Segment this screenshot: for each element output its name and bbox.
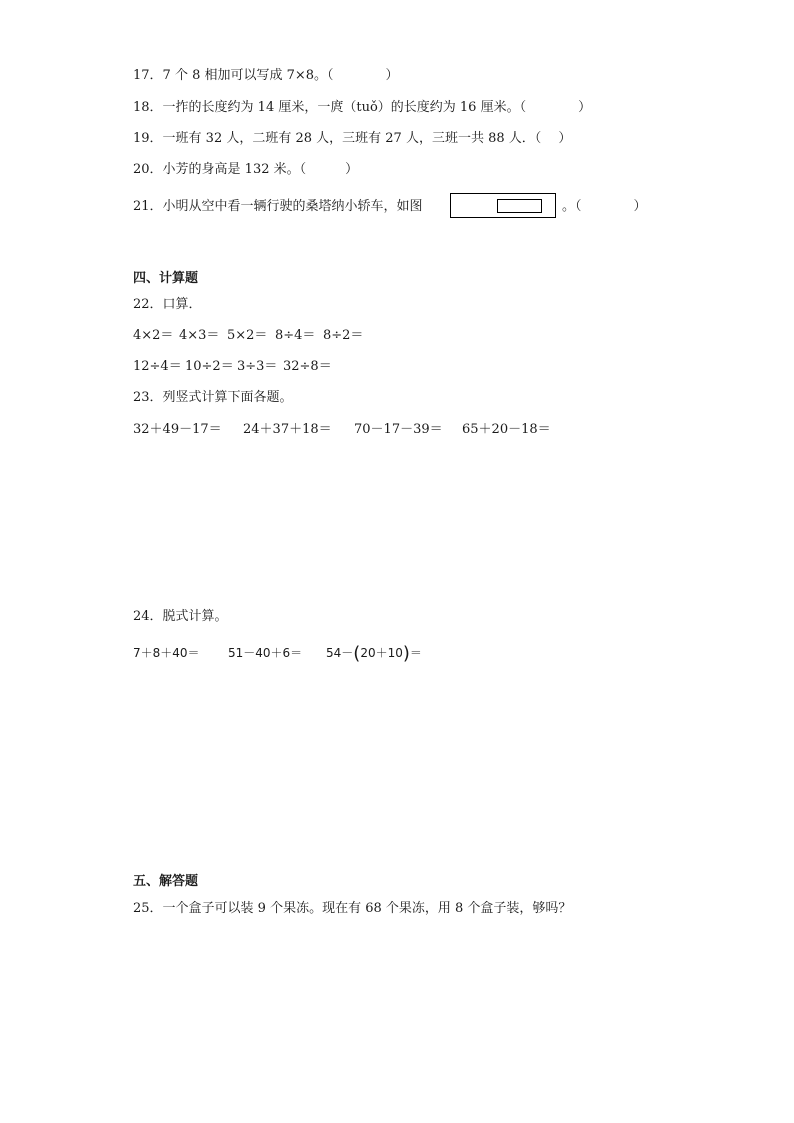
question-25: 25．一个盒子可以装 9 个果冻。现在有 68 个果冻，用 8 个盒子装，够吗？ [133,901,572,916]
question-17: 17．7 个 8 相加可以写成 7×8。（ ） [133,68,399,83]
vertical-calc-row [133,422,551,438]
question-19: 19．一班有 32 人，二班有 28 人，三班有 27 人，三班一共 88 人．（ ） [133,131,572,146]
question-21-answer-paren: 。（ ） [562,199,647,214]
step-calc-item-2: 51－40＋6＝ [228,646,303,660]
close-paren: ) [402,643,410,664]
oral-calc-item: 8÷2＝ [323,328,364,343]
vertical-calc-item: 32＋49－17＝ [133,422,222,437]
section-5-title: 五、解答题 [133,874,199,889]
step-calc-item-3-prefix: 54－ [326,646,354,660]
oral-calc-item: 4×3＝ [179,328,220,343]
question-20: 20．小芳的身高是 132 米。（ ） [133,162,359,177]
oral-calc-item: 8÷4＝ [275,328,316,343]
vertical-calc-item: 65＋20－18＝ [462,422,551,437]
question-23-label: 23．列竖式计算下面各题。 [133,390,293,405]
step-calc-item-1: 7＋8＋40＝ [133,646,200,660]
question-18: 18．一拃的长度约为 14 厘米，一庹（tuǒ）的长度约为 16 厘米。（ ） [133,100,592,115]
oral-calc-item: 32÷8＝ [283,359,332,374]
step-calc-item-3-inner: 20＋10 [360,646,403,660]
car-roof-figure [497,199,542,213]
question-21: 21．小明从空中看一辆行驶的桑塔纳小轿车，如图 [133,199,423,214]
oral-calc-item: 12÷4＝ [133,359,182,374]
oral-calc-item: 5×2＝ [227,328,268,343]
oral-calc-item: 4×2＝ [133,328,174,343]
step-calc-item-3 [326,643,422,664]
step-calc-row [133,645,422,662]
step-calc-item-3-suffix: ＝ [409,646,422,660]
oral-calc-item: 3÷3＝ [237,359,278,374]
question-24-label: 24．脱式计算。 [133,609,228,624]
oral-calc-row-2 [133,359,332,375]
oral-calc-row-1 [133,328,363,344]
vertical-calc-item: 70－17－39＝ [354,422,443,437]
oral-calc-item: 10÷2＝ [185,359,234,374]
vertical-calc-item: 24＋37＋18＝ [243,422,332,437]
car-top-view-figure [450,193,556,218]
open-paren: ( [353,643,361,664]
section-4-title: 四、计算题 [133,271,199,286]
question-22-label: 22．口算． [133,297,202,312]
